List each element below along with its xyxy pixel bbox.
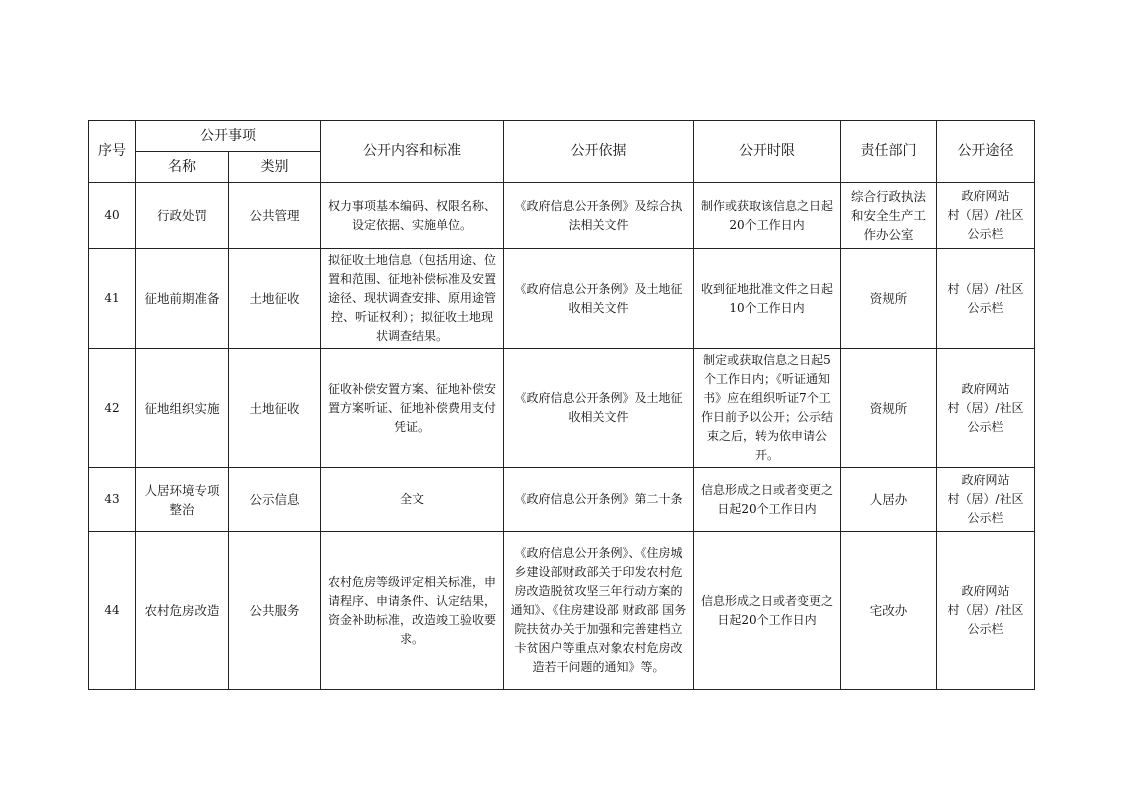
cell-content: 拟征收土地信息（包括用途、位置和范围、征地补偿标准及安置途径、现状调查安排、原用途管控、听证权利）；拟征收土地现状调查结果。 xyxy=(321,249,504,349)
cell-time-limit: 收到征地批准文件之日起10个工作日内 xyxy=(694,249,841,349)
cell-channel xyxy=(937,532,1035,690)
channel-item: 政府网站 xyxy=(961,381,1010,396)
cell-content: 全文 xyxy=(321,468,504,532)
table-row xyxy=(89,532,1035,690)
cell-name: 征地组织实施 xyxy=(136,349,229,468)
header-channel: 公开途径 xyxy=(937,121,1035,183)
cell-category: 公示信息 xyxy=(229,468,321,532)
cell-department: 综合行政执法和安全生产工作办公室 xyxy=(841,183,937,249)
cell-department: 资规所 xyxy=(841,249,937,349)
cell-category: 土地征收 xyxy=(229,249,321,349)
cell-name: 行政处罚 xyxy=(136,183,229,249)
header-department: 责任部门 xyxy=(841,121,937,183)
cell-name: 人居环境专项整治 xyxy=(136,468,229,532)
cell-channel xyxy=(937,468,1035,532)
cell-department: 宅改办 xyxy=(841,532,937,690)
cell-time-limit: 制定或获取信息之日起5个工作日内；《听证通知书》应在组织听证7个工作日前予以公开；公示结束之后，转为依申请公开。 xyxy=(694,349,841,468)
channel-item: 村（居）/社区公示栏 xyxy=(947,603,1024,636)
table-row xyxy=(89,249,1035,349)
channel-item: 政府网站 xyxy=(961,584,1010,598)
cell-category: 公共管理 xyxy=(229,183,321,249)
cell-seq: 40 xyxy=(89,183,136,249)
header-basis: 公开依据 xyxy=(504,121,694,183)
cell-seq: 44 xyxy=(89,532,136,690)
header-category: 类别 xyxy=(229,152,321,183)
header-public-item: 公开事项 xyxy=(136,121,321,152)
header-row-1 xyxy=(89,121,1035,152)
channel-item: 村（居）/社区公示栏 xyxy=(947,400,1024,434)
cell-time-limit: 信息形成之日或者变更之日起20个工作日内 xyxy=(694,532,841,690)
cell-basis: 《政府信息公开条例》及土地征收相关文件 xyxy=(504,349,694,468)
cell-seq: 42 xyxy=(89,349,136,468)
cell-content: 农村危房等级评定相关标准，申请程序、申请条件、认定结果，资金补助标准，改造竣工验收要求。 xyxy=(321,532,504,690)
cell-seq: 43 xyxy=(89,468,136,532)
cell-basis: 《政府信息公开条例》及综合执法相关文件 xyxy=(504,183,694,249)
cell-name: 农村危房改造 xyxy=(136,532,229,690)
cell-name: 征地前期准备 xyxy=(136,249,229,349)
cell-category: 公共服务 xyxy=(229,532,321,690)
cell-basis: 《政府信息公开条例》、《住房城乡建设部财政部关于印发农村危房改造脱贫攻坚三年行动方案的通知》、《住房建设部 财政部 国务院扶贫办关于加强和完善建档立卡贫困户等重点对象农村危房改造若干问题的通知》等。 xyxy=(504,532,694,690)
channel-item: 村（居）/社区公示栏 xyxy=(947,281,1024,315)
cell-time-limit: 信息形成之日或者变更之日起20个工作日内 xyxy=(694,468,841,532)
cell-basis: 《政府信息公开条例》第二十条 xyxy=(504,468,694,532)
table-row xyxy=(89,349,1035,468)
disclosure-table xyxy=(88,120,1035,690)
cell-content: 权力事项基本编码、权限名称、设定依据、实施单位。 xyxy=(321,183,504,249)
cell-department: 人居办 xyxy=(841,468,937,532)
cell-basis: 《政府信息公开条例》及土地征收相关文件 xyxy=(504,249,694,349)
cell-department: 资规所 xyxy=(841,349,937,468)
table-row xyxy=(89,468,1035,532)
channel-item: 村（居）/社区公示栏 xyxy=(947,492,1024,525)
header-name: 名称 xyxy=(136,152,229,183)
channel-item: 政府网站 xyxy=(961,473,1010,487)
header-time-limit: 公开时限 xyxy=(694,121,841,183)
header-seq: 序号 xyxy=(89,121,136,183)
channel-item: 村（居）/社区公示栏 xyxy=(947,208,1024,241)
cell-category: 土地征收 xyxy=(229,349,321,468)
cell-seq: 41 xyxy=(89,249,136,349)
cell-channel xyxy=(937,249,1035,349)
cell-channel xyxy=(937,183,1035,249)
cell-channel xyxy=(937,349,1035,468)
channel-item: 政府网站 xyxy=(961,189,1010,203)
cell-time-limit: 制作或获取该信息之日起20个工作日内 xyxy=(694,183,841,249)
header-content: 公开内容和标准 xyxy=(321,121,504,183)
table-row xyxy=(89,183,1035,249)
cell-content: 征收补偿安置方案、征地补偿安置方案听证、征地补偿费用支付凭证。 xyxy=(321,349,504,468)
